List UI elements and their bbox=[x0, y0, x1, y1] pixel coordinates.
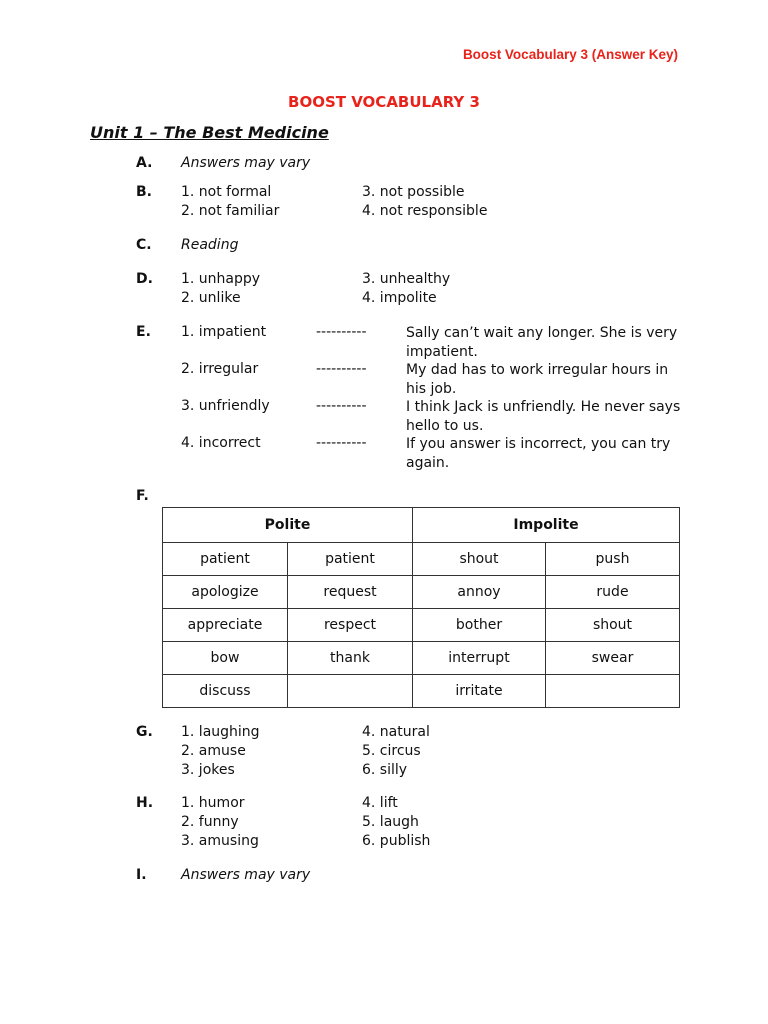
section-c-text: Reading bbox=[181, 237, 239, 253]
table-row bbox=[163, 675, 680, 708]
section-g-item: 6. silly bbox=[362, 762, 408, 778]
table-cell: patient bbox=[163, 543, 288, 576]
table-cell: request bbox=[288, 576, 413, 609]
table-row bbox=[163, 609, 680, 642]
table-cell: rude bbox=[546, 576, 680, 609]
section-e-dash: ---------- bbox=[316, 435, 367, 451]
table-cell: patient bbox=[288, 543, 413, 576]
section-d-item: 1. unhappy bbox=[181, 271, 261, 287]
table-cell: bother bbox=[413, 609, 546, 642]
section-d-item: 4. impolite bbox=[362, 290, 437, 306]
section-g-item: 5. circus bbox=[362, 743, 421, 759]
table-row bbox=[163, 576, 680, 609]
section-b-item: 1. not formal bbox=[181, 184, 272, 200]
table-cell: swear bbox=[546, 642, 680, 675]
section-h-letter: H. bbox=[136, 795, 154, 811]
section-i-text: Answers may vary bbox=[181, 867, 311, 883]
section-h-item: 4. lift bbox=[362, 795, 398, 811]
polite-impolite-table bbox=[162, 507, 680, 708]
unit-title: Unit 1 – The Best Medicine bbox=[90, 123, 329, 142]
table-cell: apologize bbox=[163, 576, 288, 609]
table-cell: bow bbox=[163, 642, 288, 675]
section-e-sentence: Sally can’t wait any longer. She is very impatient. bbox=[406, 325, 678, 360]
table-cell: discuss bbox=[163, 675, 288, 708]
section-h-item: 3. amusing bbox=[181, 833, 259, 849]
section-g-item: 3. jokes bbox=[181, 762, 235, 778]
table-header-row bbox=[163, 508, 680, 543]
table-cell: push bbox=[546, 543, 680, 576]
section-e-dash: ---------- bbox=[316, 361, 367, 377]
section-e-word: 1. impatient bbox=[181, 324, 267, 340]
section-e-word: 3. unfriendly bbox=[181, 398, 270, 414]
section-h-item: 1. humor bbox=[181, 795, 245, 811]
section-f-letter: F. bbox=[136, 488, 149, 504]
document-title: BOOST VOCABULARY 3 bbox=[288, 93, 480, 111]
section-g-letter: G. bbox=[136, 724, 153, 740]
impolite-header: Impolite bbox=[413, 508, 680, 543]
section-d-item: 2. unlike bbox=[181, 290, 241, 306]
section-d-item: 3. unhealthy bbox=[362, 271, 451, 287]
section-d-letter: D. bbox=[136, 271, 153, 287]
section-c-letter: C. bbox=[136, 237, 152, 253]
running-header: Boost Vocabulary 3 (Answer Key) bbox=[462, 47, 678, 62]
section-a-letter: A. bbox=[136, 155, 153, 171]
table-row bbox=[163, 543, 680, 576]
section-e-sentence: If you answer is incorrect, you can try again. bbox=[406, 436, 671, 471]
section-b-item: 3. not possible bbox=[362, 184, 465, 200]
table-cell bbox=[288, 675, 413, 708]
table-cell: interrupt bbox=[413, 642, 546, 675]
section-h-item: 6. publish bbox=[362, 833, 431, 849]
section-g-item: 1. laughing bbox=[181, 724, 260, 740]
table-cell: annoy bbox=[413, 576, 546, 609]
section-e-sentence: My dad has to work irregular hours in his job. bbox=[406, 362, 669, 397]
section-b-letter: B. bbox=[136, 184, 152, 200]
table-cell: shout bbox=[546, 609, 680, 642]
section-e-dash: ---------- bbox=[316, 398, 367, 414]
section-a-text: Answers may vary bbox=[181, 155, 311, 171]
section-e-word: 4. incorrect bbox=[181, 435, 261, 451]
section-g-item: 2. amuse bbox=[181, 743, 246, 759]
section-b-item: 2. not familiar bbox=[181, 203, 280, 219]
section-i-letter: I. bbox=[136, 867, 147, 883]
table-cell: thank bbox=[288, 642, 413, 675]
section-e-word: 2. irregular bbox=[181, 361, 259, 377]
section-h-item: 5. laugh bbox=[362, 814, 419, 830]
table-cell bbox=[546, 675, 680, 708]
section-h-item: 2. funny bbox=[181, 814, 239, 830]
table-cell: respect bbox=[288, 609, 413, 642]
table-cell: shout bbox=[413, 543, 546, 576]
table-cell: appreciate bbox=[163, 609, 288, 642]
polite-header: Polite bbox=[163, 508, 413, 543]
table-row bbox=[163, 642, 680, 675]
table-cell: irritate bbox=[413, 675, 546, 708]
section-g-item: 4. natural bbox=[362, 724, 430, 740]
section-b-item: 4. not responsible bbox=[362, 203, 488, 219]
section-e-letter: E. bbox=[136, 324, 151, 340]
section-e-dash: ---------- bbox=[316, 324, 367, 340]
section-e-sentence: I think Jack is unfriendly. He never says hello to us. bbox=[406, 399, 681, 434]
